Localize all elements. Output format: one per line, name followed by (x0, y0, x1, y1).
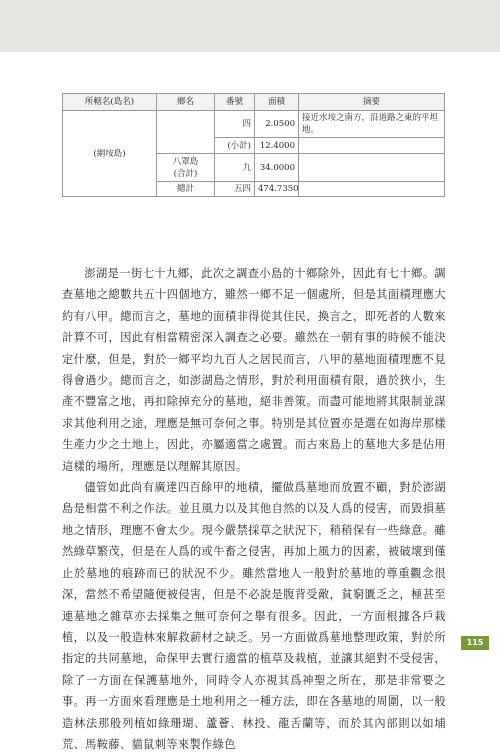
area-cell: 2.0500 (255, 111, 299, 138)
group-label-cell: (網垵島) (63, 111, 157, 197)
paragraph: 澎湖是一街七十九鄉，此次之調查小島的十鄉除外，因此有七十鄉。調查墓地之總數共五十四個地方，雖然一鄉不足一個處所，但是其面積理應大約有八甲。總而言之，墓地的面積非得從其住民，換言之，即死者的人數來計算不可，因此有相當精密深入調查之必要。雖然在一朝有事的時候不能決定什麼，但是，對於一鄉平均九百人之居民而言，八甲的墓地面積理應不見得會過少。總而言之，如澎湖島之情形，對於利用面積有限，過於狹小，生產不豐富之地，再扣除掉充分的墓地，絕非善策。而盡可能地將其限制並謀求其他利用之途，理應是無可奈何之事。特別是其位置亦是選在如海岸那樣生產力少之土地上，因此，亦屬適當之處置。而古來島上的墓地大多是佔用這樣的場所，理應是以理解其原因。 (62, 267, 446, 473)
body-text (62, 263, 446, 755)
summary-cell-empty (299, 154, 445, 182)
area-cell: 12.4000 (255, 138, 299, 154)
header-summary: 摘要 (299, 94, 445, 111)
area-cell: 474.7350 (255, 182, 299, 197)
number-cell: 五四 (215, 182, 255, 197)
total-label-cell: 總計 (157, 182, 215, 197)
paragraph: 儘管如此尚有廣達四百餘甲的地積，擺做爲墓地而放置不顧，對於澎湖島是相當不利之作法。並且風力以及其他自然的以及人爲的侵害，而毀損墓地之情形，理應不會太少。現今嚴禁採草之狀況下，稍稍保有一些綠意。雖然綠草繁茂，但是在人爲的或牛畜之侵害，再加上風力的因素，被破壞到僅止於墓地的痕跡而已的狀況不少。雖然當地人一般對於墓地的尊重觀念很深，當然不希望隨便被侵害，但是不必說是腹背受敵，貧窮匱乏之，極甚至連墓地之雜草亦去採集之無可奈何之舉有很多。因此，一方面根據各戶栽植，以及一般造林來解救薪材之缺乏。另一方面做爲墓地整理政策，對於所指定的共同墓地，命保甲去實行適當的植草及栽植，並讓其絕對不受侵害，除了一方面在保護墓地外，同時令人亦視其爲神聖之所在，那是非常要之事。再一方面來看理應是土地利用之一種方法，即在各墓地的周圍，以一般造林法那般列植如綠珊瑚、蘆薈、林投、龍舌蘭等，而於其內部則以如埔荒、馬鞍藤、貓鼠刺等來製作綠色 (62, 481, 446, 751)
subtotal-label-cell: (小計) (215, 138, 255, 154)
summary-cell-empty (299, 138, 445, 154)
summary-cell: 接近水垵之南方，沿道路之東的平坦地。 (299, 111, 445, 138)
village-cell: 八罩島 (合計) (157, 154, 215, 182)
table-header-row (63, 94, 445, 111)
summary-cell-empty (299, 182, 445, 197)
number-cell: 九 (215, 154, 255, 182)
table-row (63, 111, 445, 138)
header-number: 番號 (215, 94, 255, 111)
cemetery-table (62, 93, 444, 197)
area-cell: 34.0000 (255, 154, 299, 182)
village-cell-empty (157, 111, 215, 154)
page-number: 115 (461, 636, 489, 650)
header-jurisdiction: 所轄名(島名) (63, 94, 157, 111)
number-cell: 四 (215, 111, 255, 138)
header-area: 面積 (255, 94, 299, 111)
header-band (0, 0, 500, 52)
header-village: 鄉名 (157, 94, 215, 111)
